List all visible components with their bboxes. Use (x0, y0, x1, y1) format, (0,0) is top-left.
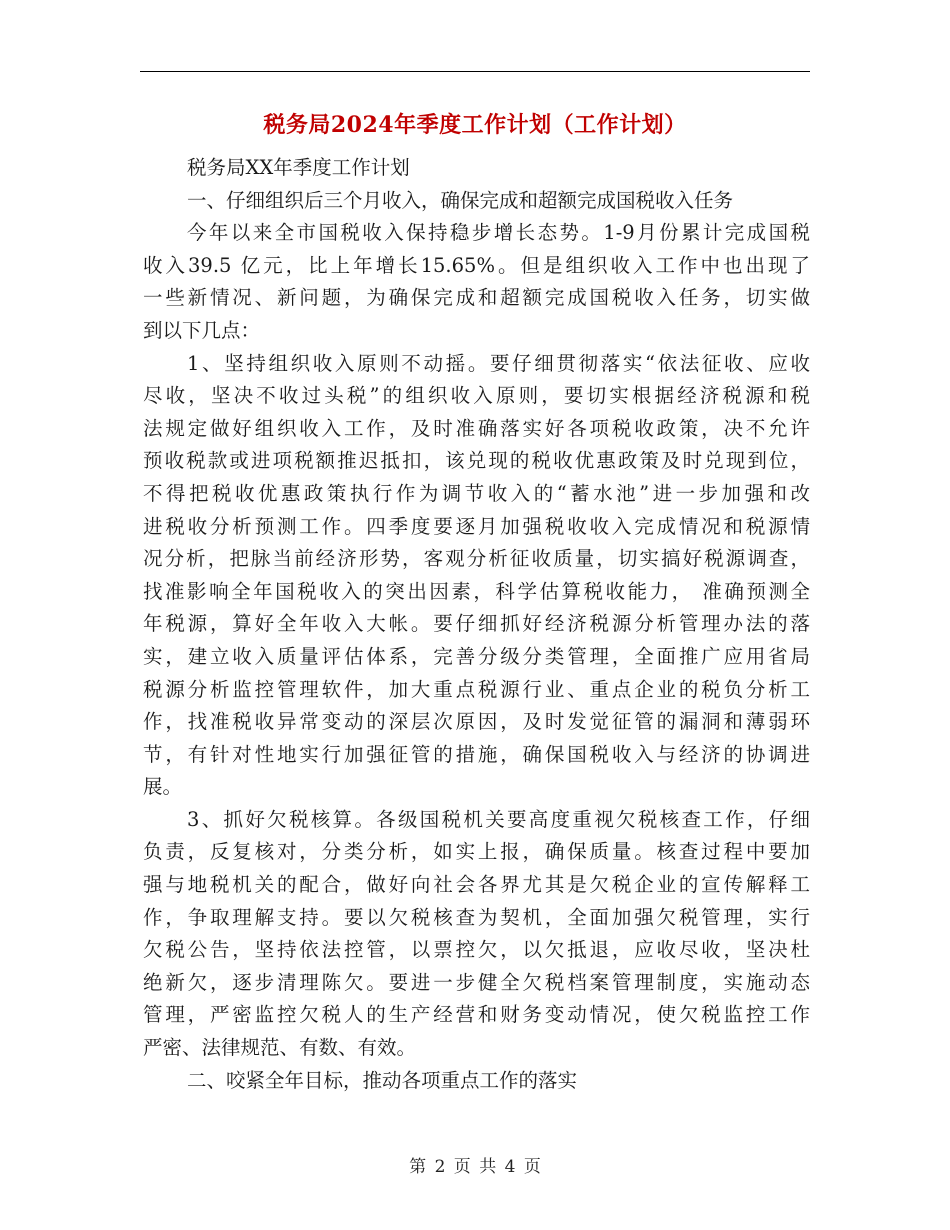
header-rule (140, 71, 810, 72)
paragraph-line: 实，建立收入质量评估体系，完善分级分类管理，全面推广应用省局 (143, 644, 810, 668)
paragraph-line: 作，找准税收异常变动的深层次原因，及时发觉征管的漏洞和薄弱环 (143, 710, 810, 734)
paragraph-line: 负责，反复核对，分类分析，如实上报，确保质量。核查过程中要加 (143, 840, 810, 864)
document-body (143, 152, 810, 1097)
paragraph-line: 预收税款或进项税额推迟抵扣，该兑现的税收优惠政策及时兑现到位， (143, 449, 810, 473)
paragraph-line: 3、抓好欠税核算。各级国税机关要高度重视欠税核查工作，仔细 (187, 807, 810, 831)
paragraph-line: 一些新情况、新问题，为确保完成和超额完成国税收入任务，切实做 (143, 286, 810, 310)
paragraph-line: 尽收，坚决不收过头税”的组织收入原则，要切实根据经济税源和税 (143, 384, 810, 408)
paragraph-line: 严密、法律规范、有数、有效。 (143, 1036, 417, 1060)
doc-subtitle: 税务局XX年季度工作计划 (187, 156, 410, 179)
paragraph-line: 找准影响全年国税收入的突出因素，科学估算税收能力， 准确预测全 (143, 579, 810, 603)
paragraph-line: 法规定做好组织收入工作，及时准确落实好各项税收政策，决不允许 (143, 416, 810, 440)
paragraph-line: 税源分析监控管理软件，加大重点税源行业、重点企业的税负分析工 (143, 677, 810, 701)
paragraph-line: 管理，严密监控欠税人的生产经营和财务变动情况，使欠税监控工作 (143, 1003, 810, 1027)
paragraph-line: 节，有针对性地实行加强征管的措施，确保国税收入与经济的协调进 (143, 742, 810, 766)
page-footer: 第 2 页 共 4 页 (409, 1157, 541, 1177)
paragraph-line: 今年以来全市国税收入保持稳步增长态势。1-9月份累计完成国税 (187, 221, 810, 245)
section-heading-2: 二、咬紧全年目标，推动各项重点工作的落实 (187, 1068, 578, 1092)
paragraph-line: 不得把税收优惠政策执行作为调节收入的“蓄水池”进一步加强和改 (143, 481, 810, 505)
paragraph-line: 强与地税机关的配合，做好向社会各界尤其是欠税企业的宣传解释工 (143, 873, 810, 897)
paragraph-line: 进税收分析预测工作。四季度要逐月加强税收收入完成情况和税源情 (143, 514, 810, 538)
paragraph-line: 展。 (143, 775, 183, 799)
paragraph-line: 到以下几点： (143, 318, 261, 342)
paragraph-line: 作，争取理解支持。要以欠税核查为契机，全面加强欠税管理，实行 (143, 905, 810, 929)
paragraph-line: 欠税公告，坚持依法控管，以票控欠，以欠抵退，应收尽收，坚决杜 (143, 938, 810, 962)
paragraph-line: 年税源，算好全年收入大帐。要仔细抓好经济税源分析管理办法的落 (143, 612, 810, 636)
paragraph-line: 况分析，把脉当前经济形势，客观分析征收质量，切实搞好税源调查， (143, 547, 810, 571)
paragraph-line: 收入39.5 亿元，比上年增长15.65%。但是组织收入工作中也出现了 (143, 253, 810, 277)
paragraph-line: 1、坚持组织收入原则不动摇。要仔细贯彻落实“依法征收、应收 (187, 351, 810, 375)
section-heading-1: 一、仔细组织后三个月收入，确保完成和超额完成国税收入任务 (187, 188, 734, 212)
paragraph-line: 绝新欠，逐步清理陈欠。要进一步健全欠税档案管理制度，实施动态 (143, 970, 810, 994)
document-title: 税务局2024年季度工作计划（工作计划） (263, 112, 687, 138)
